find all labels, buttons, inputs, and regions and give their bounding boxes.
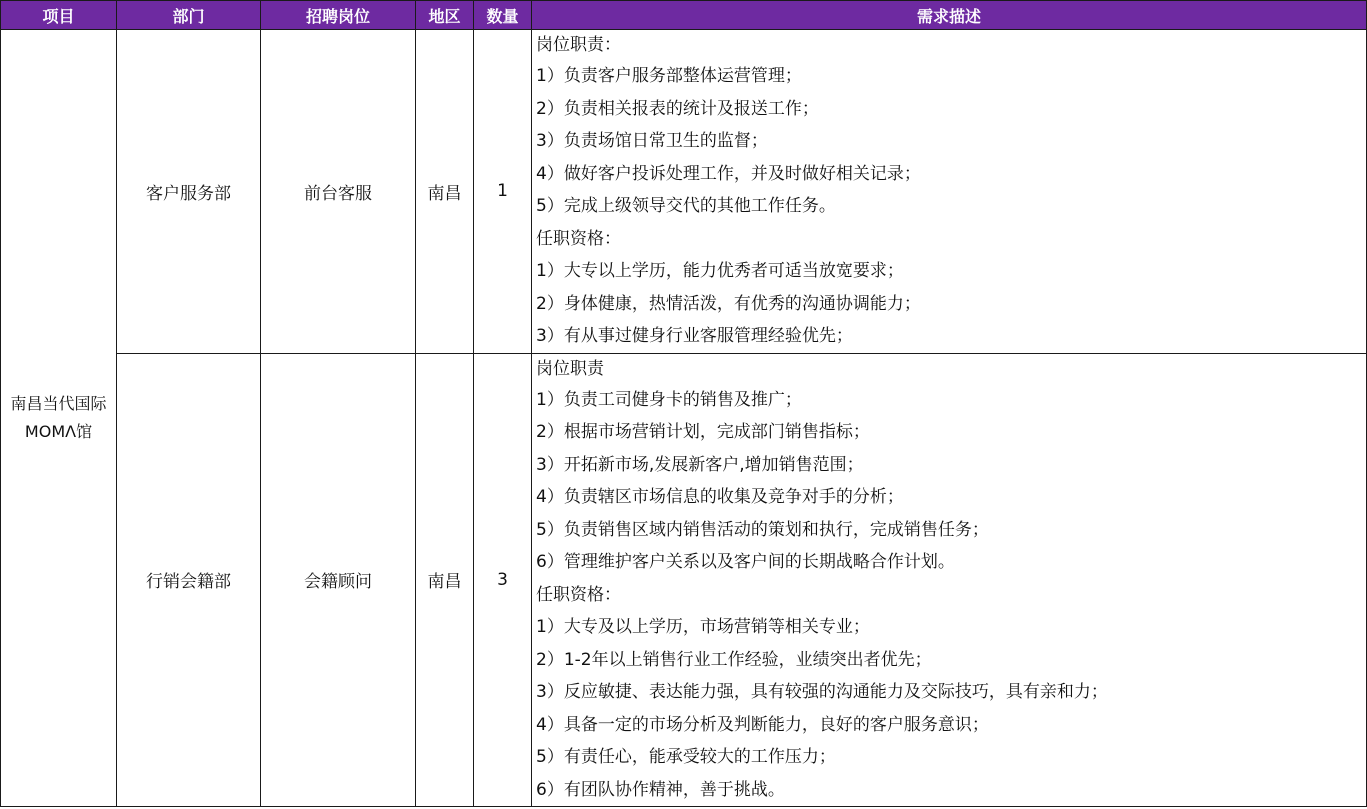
project-name-line1: 南昌当代国际 — [10, 394, 107, 413]
description-line: 任职资格： — [536, 228, 621, 249]
description-cell — [532, 30, 1367, 354]
description-line: 1）大专及以上学历，市场营销等相关专业； — [536, 617, 870, 637]
description-line: 岗位职责 — [536, 358, 604, 379]
description-line: 3）开拓新市场,发展新客户,增加销售范围； — [536, 454, 864, 475]
region-cell: 南昌 — [416, 353, 474, 807]
position-cell: 前台客服 — [261, 30, 416, 354]
header-project: 项目 — [1, 1, 117, 30]
description-line: 1）大专以上学历，能力优秀者可适当放宽要求； — [536, 261, 904, 281]
description-line: 2）负责相关报表的统计及报送工作； — [536, 98, 819, 119]
header-region: 地区 — [416, 1, 474, 30]
description-line: 6）管理维护客户关系以及客户间的长期战略合作计划。 — [536, 552, 955, 572]
header-description: 需求描述 — [532, 1, 1367, 30]
description-line: 4）做好客户投诉处理工作，并及时做好相关记录； — [536, 163, 921, 184]
count-cell: 3 — [474, 353, 532, 807]
description-line: 3）负责场馆日常卫生的监督； — [536, 131, 768, 151]
project-cell — [1, 30, 117, 807]
description-line: 3）反应敏捷、表达能力强，具有较强的沟通能力及交际技巧，具有亲和力； — [536, 682, 1108, 702]
position-cell: 会籍顾问 — [261, 353, 416, 807]
department-cell: 客户服务部 — [117, 30, 261, 354]
description-line: 6）有团队协作精神，善于挑战。 — [536, 779, 785, 800]
description-line: 5）完成上级领导交代的其他工作任务。 — [536, 196, 836, 216]
count-cell: 1 — [474, 30, 532, 354]
description-line: 4）具备一定的市场分析及判断能力，良好的客户服务意识； — [536, 714, 989, 735]
description-line: 任职资格： — [536, 584, 621, 605]
description-line: 3）有从事过健身行业客服管理经验优先； — [536, 326, 853, 346]
department-cell: 行销会籍部 — [117, 353, 261, 807]
description-line: 4）负责辖区市场信息的收集及竞争对手的分析； — [536, 487, 904, 507]
description-line: 2）根据市场营销计划，完成部门销售指标； — [536, 422, 870, 442]
description-line: 岗位职责： — [536, 35, 621, 55]
description-line: 2）1-2年以上销售行业工作经验，业绩突出者优先； — [536, 649, 932, 670]
header-count: 数量 — [474, 1, 532, 30]
header-row — [1, 1, 1367, 30]
header-position: 招聘岗位 — [261, 1, 416, 30]
description-line: 5）有责任心，能承受较大的工作压力； — [536, 747, 836, 767]
header-department: 部门 — [117, 1, 261, 30]
region-cell: 南昌 — [416, 30, 474, 354]
description-cell — [532, 353, 1367, 807]
description-line: 1）负责客户服务部整体运营管理； — [536, 66, 802, 86]
description-line: 1）负责工司健身卡的销售及推广； — [536, 389, 802, 410]
project-name-line2: MOMΛ馆 — [24, 422, 93, 441]
description-line: 5）负责销售区域内销售活动的策划和执行，完成销售任务； — [536, 519, 989, 540]
table-row — [1, 30, 1367, 354]
description-line: 2）身体健康，热情活泼，有优秀的沟通协调能力； — [536, 293, 921, 314]
table-row — [1, 353, 1367, 807]
